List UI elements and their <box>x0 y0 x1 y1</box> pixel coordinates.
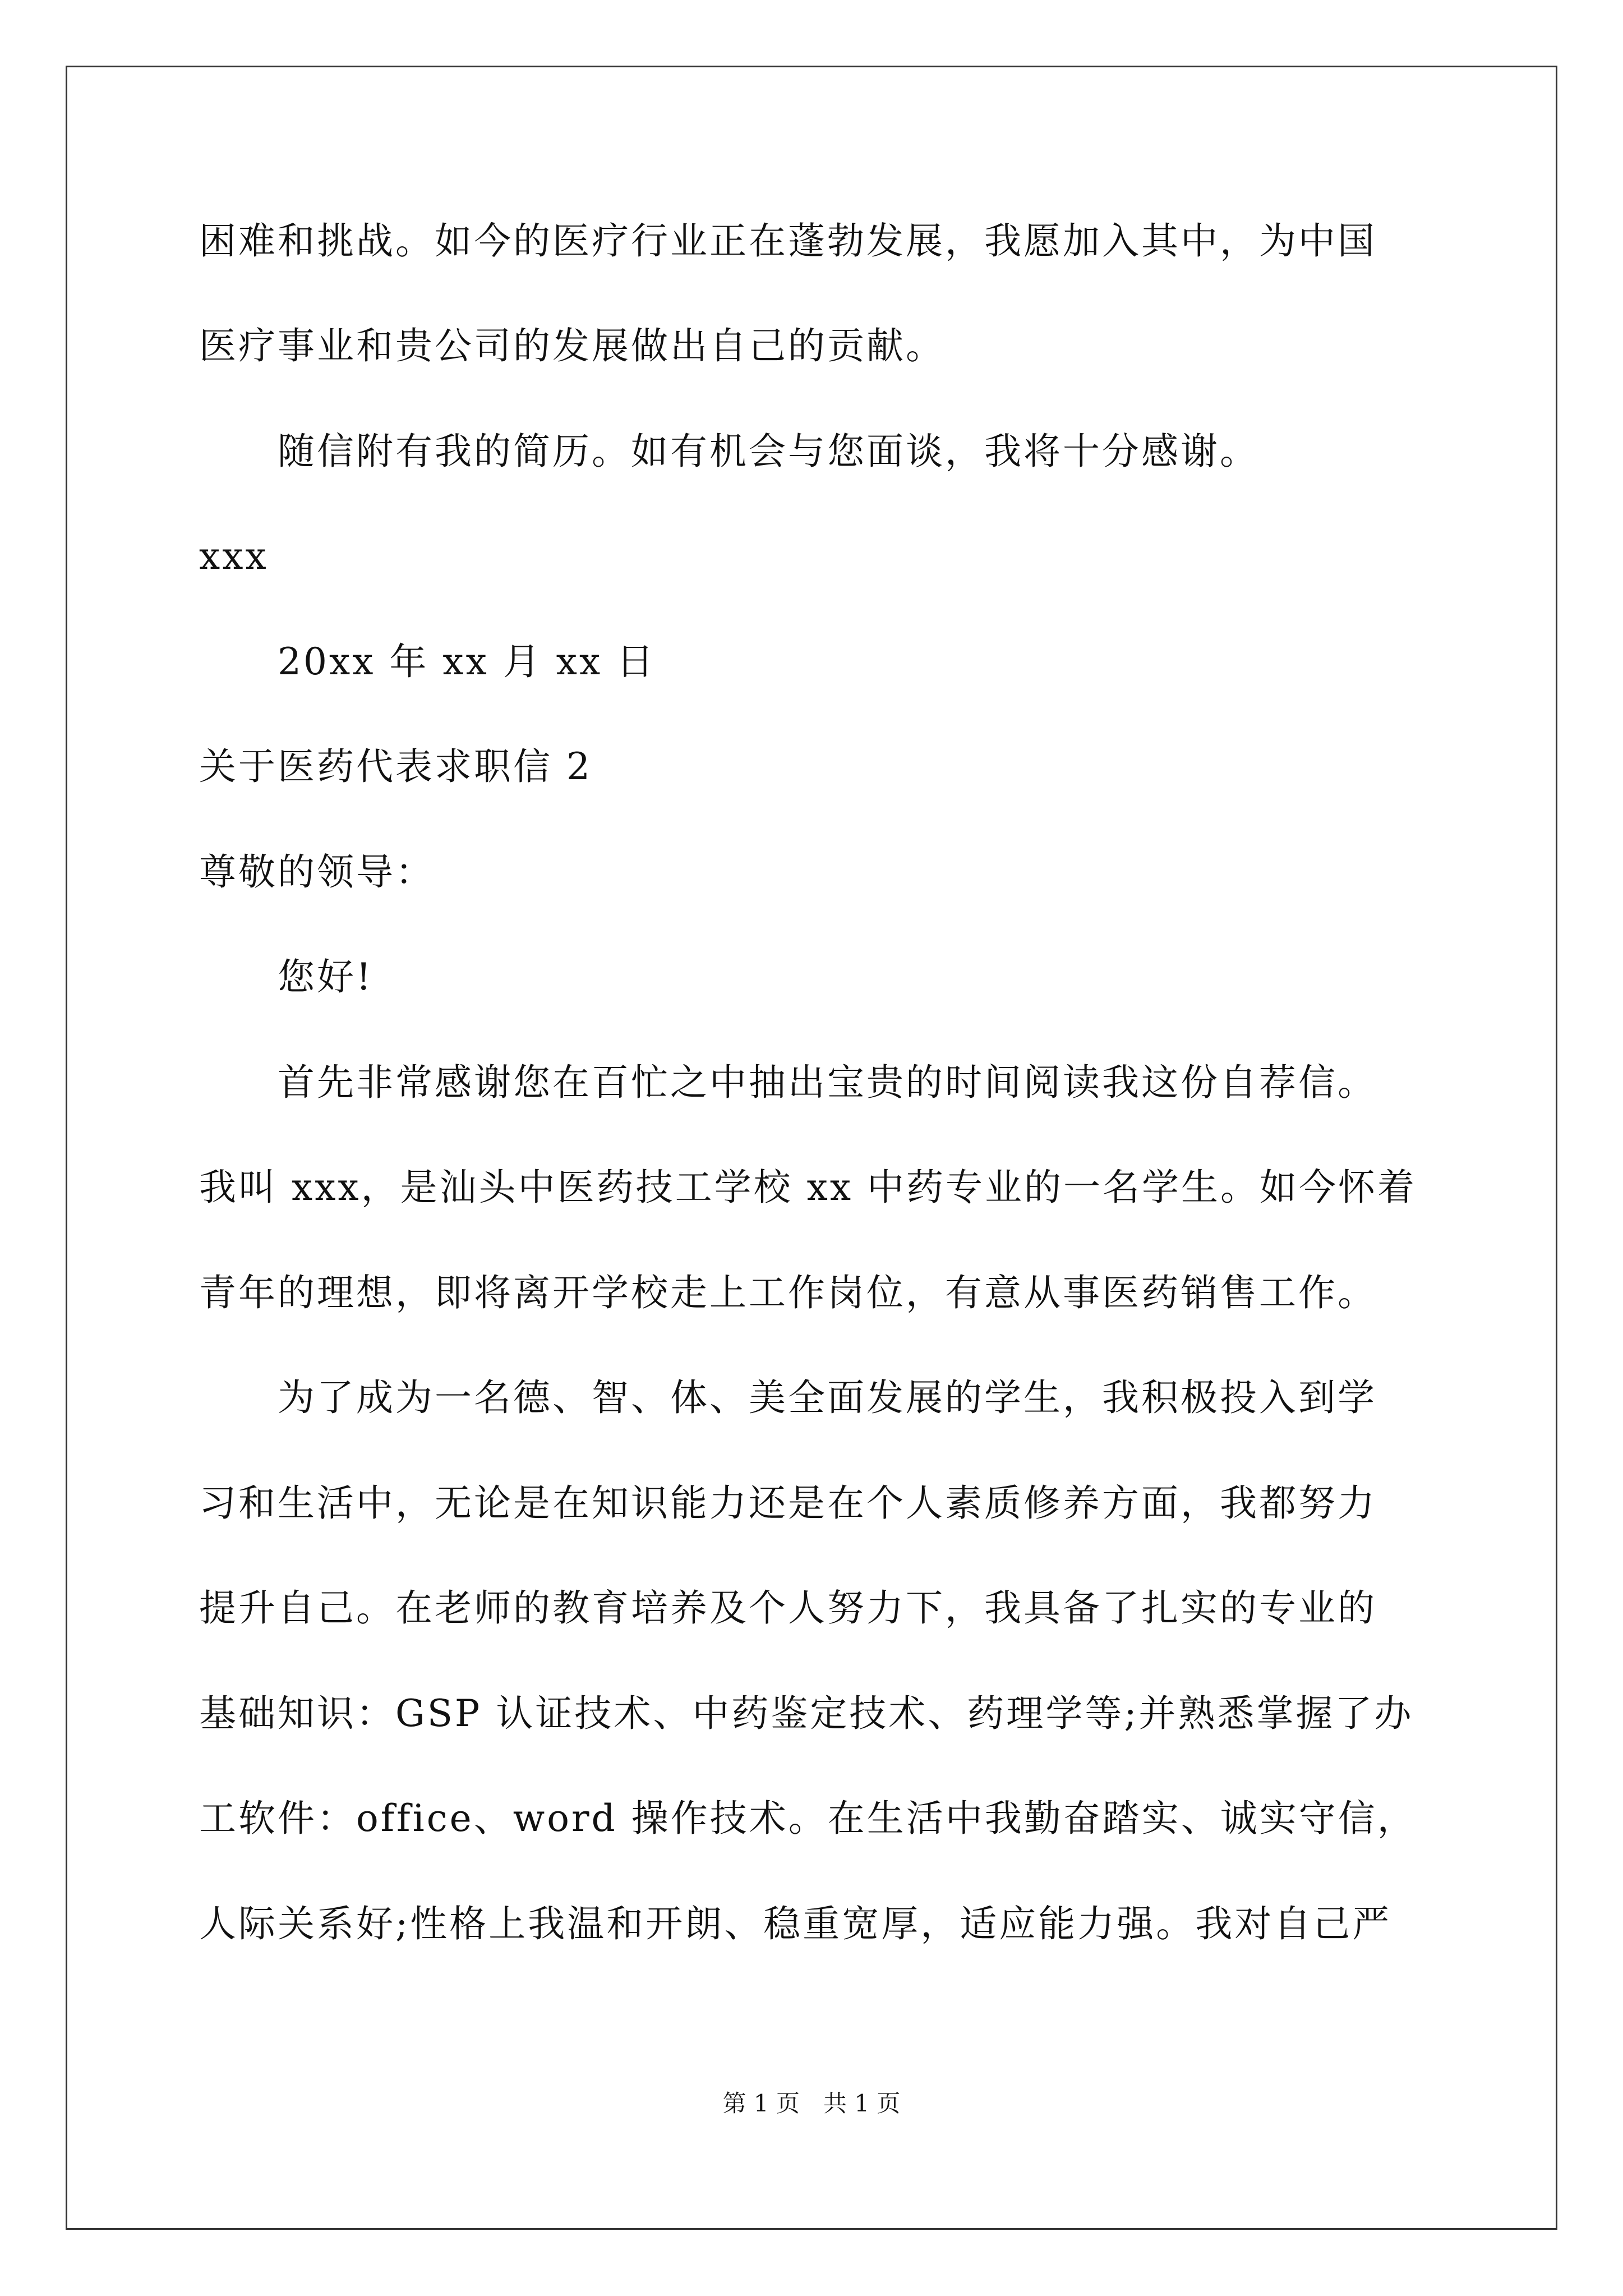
page-number-footer: 第 1 页 共 1 页 <box>722 2090 901 2117</box>
text-line: 基础知识：GSP 认证技术、中药鉴定技术、药理学等;并熟悉掌握了办 <box>199 1692 1414 1735</box>
section-title: 关于医药代表求职信 2 <box>199 745 592 788</box>
text-line: 提升自己。在老师的教育培养及个人努力下，我具备了扎实的专业的 <box>199 1586 1377 1630</box>
text-line: 习和生活中，无论是在知识能力还是在个人素质修养方面，我都努力 <box>199 1481 1377 1525</box>
text-line: 为了成为一名德、智、体、美全面发展的学生，我积极投入到学 <box>278 1376 1377 1419</box>
greeting: 您好! <box>278 955 374 999</box>
text-line: 人际关系好;性格上我温和开朗、稳重宽厚，适应能力强。我对自己严 <box>199 1902 1392 1945</box>
signature-name: xxx <box>199 535 269 578</box>
text-line: 随信附有我的简历。如有机会与您面谈，我将十分感谢。 <box>278 430 1259 473</box>
text-line: 工软件：office、word 操作技术。在生活中我勤奋踏实、诚实守信， <box>199 1797 1417 1840</box>
salutation: 尊敬的领导： <box>199 850 435 894</box>
text-line: 首先非常感谢您在百忙之中抽出宝贵的时间阅读我这份自荐信。 <box>278 1061 1377 1104</box>
text-line: 青年的理想，即将离开学校走上工作岗位，有意从事医药销售工作。 <box>199 1271 1377 1314</box>
text-line: 医疗事业和贵公司的发展做出自己的贡献。 <box>199 324 945 367</box>
letter-date: 20xx 年 xx 月 xx 日 <box>278 640 656 683</box>
text-line: 困难和挑战。如今的医疗行业正在蓬勃发展，我愿加入其中，为中国 <box>199 219 1377 263</box>
text-line: 我叫 xxx，是汕头中医药技工学校 xx 中药专业的一名学生。如今怀着 <box>199 1166 1417 1209</box>
